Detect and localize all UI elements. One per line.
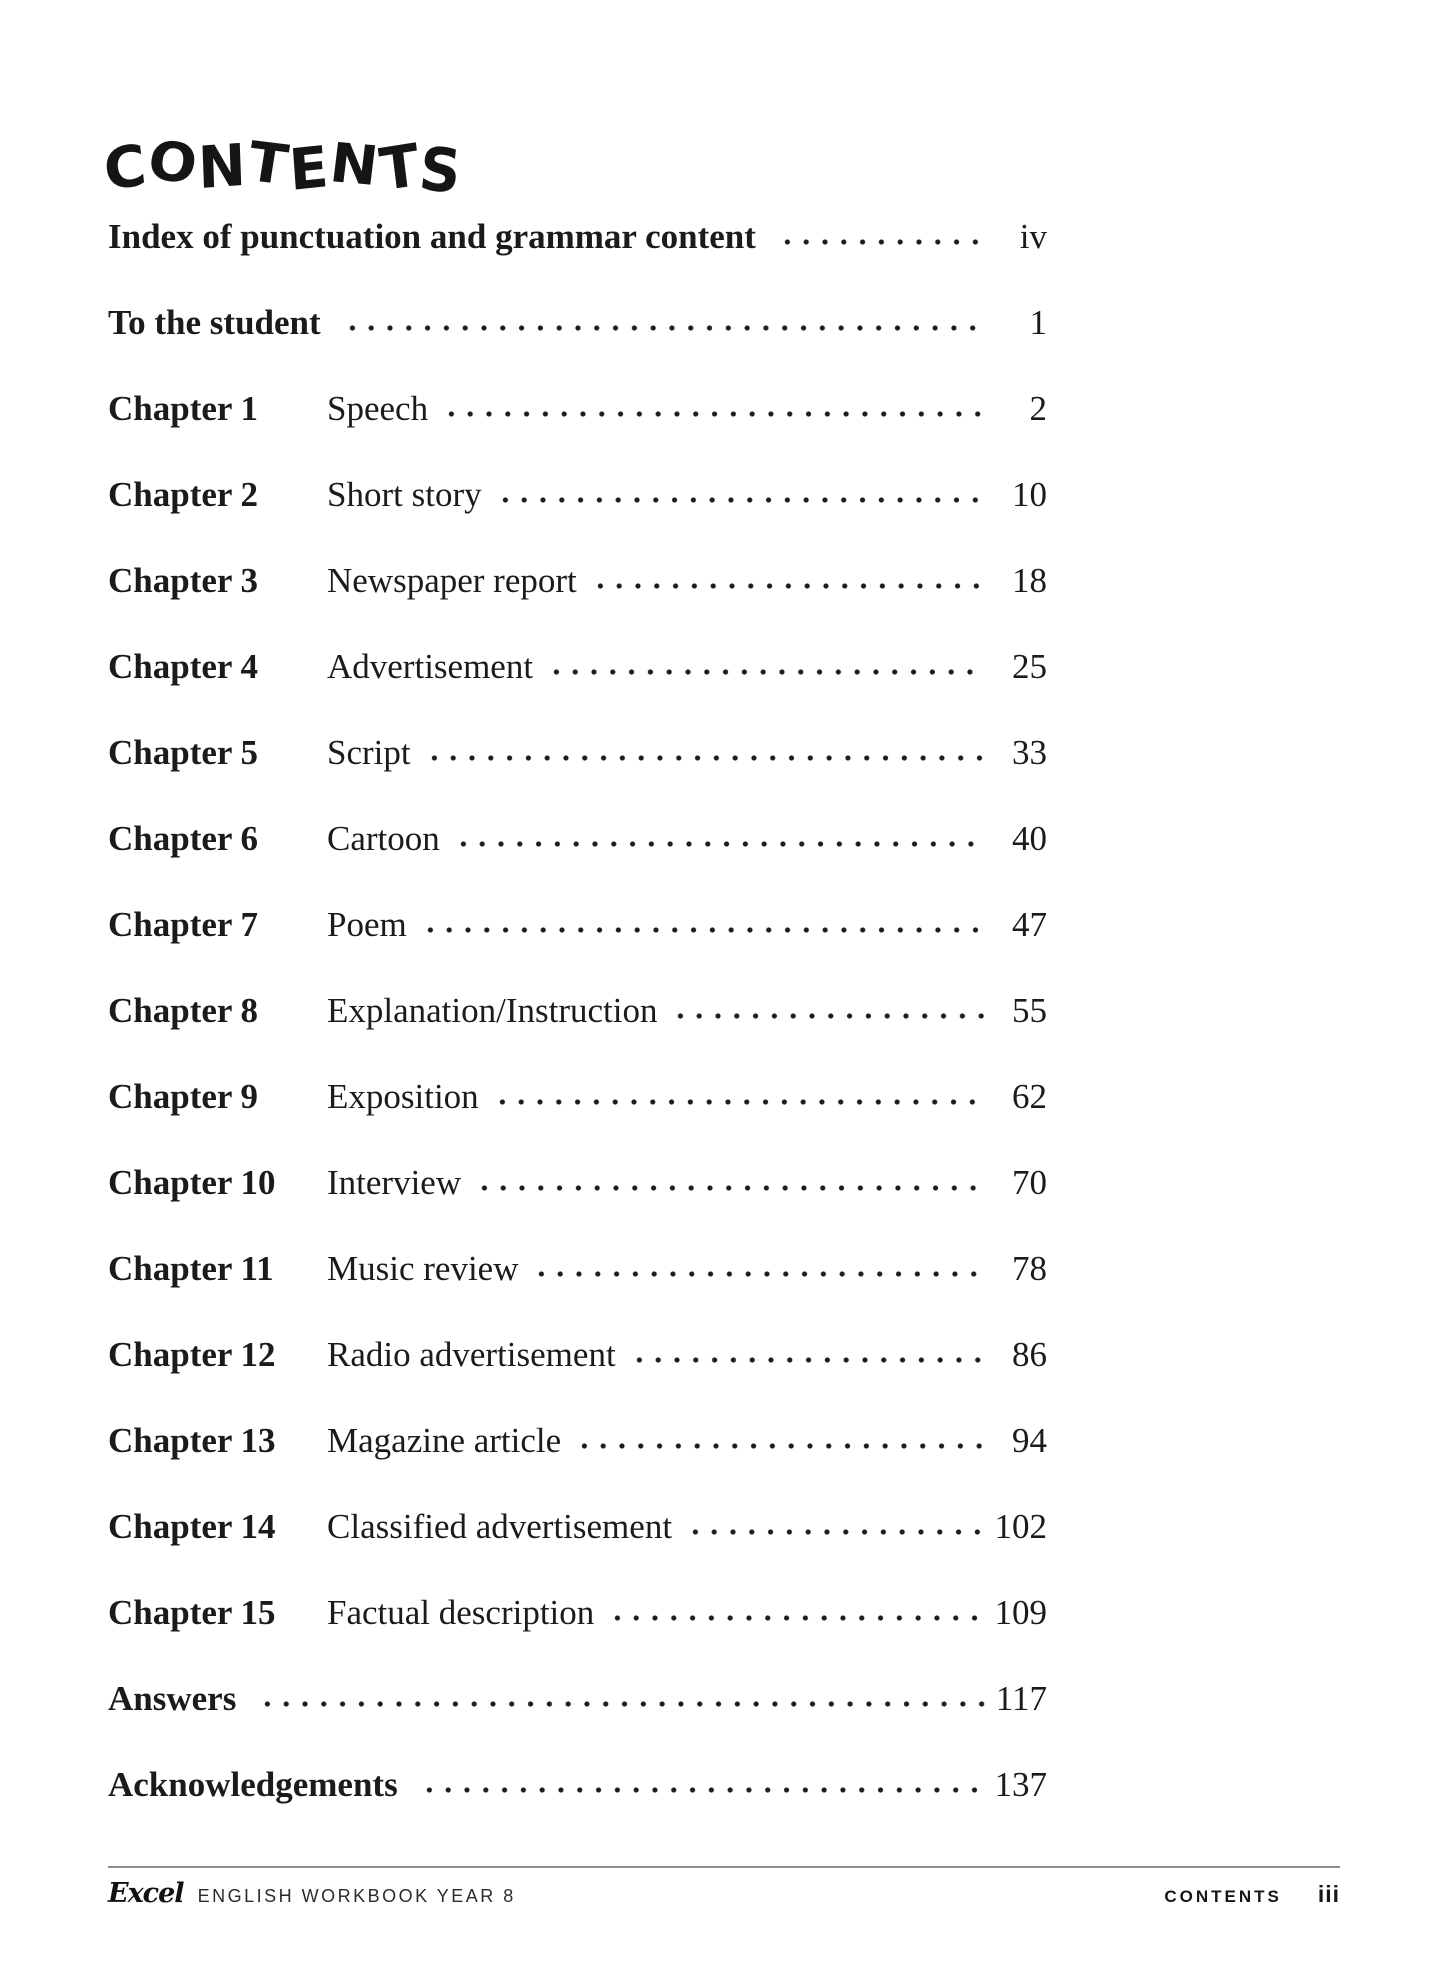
chapter-label: Chapter 5 — [108, 733, 259, 772]
chapter-title: Advertisement — [327, 647, 534, 686]
chapter-title: Classified advertisement — [327, 1507, 673, 1546]
chapter-title: Short story — [327, 475, 482, 514]
footer-series-title: ENGLISH WORKBOOK YEAR 8 — [197, 1886, 516, 1906]
page-number: 94 — [1012, 1421, 1047, 1460]
back-matter-label: Acknowledgements — [108, 1765, 398, 1804]
front-matter-label: Index of punctuation and grammar content — [108, 217, 756, 256]
footer-right-group — [1164, 1881, 1340, 1908]
toc-row-chapter-15 — [108, 1589, 1047, 1675]
chapter-label: Chapter 12 — [108, 1335, 276, 1374]
front-matter-label: To the student — [108, 303, 321, 342]
page-number: 70 — [1012, 1163, 1047, 1202]
chapter-label: Chapter 4 — [108, 647, 259, 686]
footer-page-number: iii — [1317, 1881, 1340, 1907]
toc-row-chapter-12 — [108, 1331, 1047, 1417]
toc-row-chapter-14 — [108, 1503, 1047, 1589]
page-number: 47 — [1012, 905, 1047, 944]
toc-row-index — [108, 213, 1047, 299]
page-number: 137 — [994, 1765, 1047, 1804]
toc-row-chapter-4 — [108, 643, 1047, 729]
dot-leader — [682, 1503, 985, 1538]
dot-leader — [421, 729, 985, 764]
dot-leader — [626, 1331, 985, 1366]
chapter-title: Radio advertisement — [327, 1335, 616, 1374]
page-number: iv — [1019, 217, 1047, 256]
page-number: 18 — [1012, 561, 1047, 600]
page-number: 102 — [994, 1507, 1047, 1546]
dot-leader — [528, 1245, 985, 1280]
dot-leader — [587, 557, 985, 592]
dot-leader — [438, 385, 985, 420]
dot-leader — [471, 1159, 985, 1194]
chapter-title: Exposition — [327, 1077, 479, 1116]
chapter-title: Magazine article — [327, 1421, 562, 1460]
dot-leader — [254, 1675, 985, 1710]
toc-row-chapter-2 — [108, 471, 1047, 557]
chapter-title: Newspaper report — [327, 561, 577, 600]
dot-leader — [417, 901, 985, 936]
page-number: 86 — [1012, 1335, 1047, 1374]
toc-row-chapter-8 — [108, 987, 1047, 1073]
toc-row-answers — [108, 1675, 1047, 1761]
page-number: 1 — [1029, 303, 1047, 342]
toc-row-chapter-13 — [108, 1417, 1047, 1503]
page-title: CONTENTS — [100, 129, 467, 208]
chapter-label: Chapter 11 — [108, 1249, 274, 1288]
chapter-label: Chapter 15 — [108, 1593, 276, 1632]
chapter-label: Chapter 1 — [108, 389, 259, 428]
chapter-title: Script — [327, 733, 411, 772]
chapter-label: Chapter 13 — [108, 1421, 276, 1460]
chapter-label: Chapter 3 — [108, 561, 259, 600]
chapter-label: Chapter 7 — [108, 905, 259, 944]
chapter-title: Interview — [327, 1163, 462, 1202]
dot-leader — [492, 471, 985, 506]
dot-leader — [774, 213, 985, 248]
toc-row-to-the-student — [108, 299, 1047, 385]
toc-row-chapter-5 — [108, 729, 1047, 815]
toc-row-chapter-1 — [108, 385, 1047, 471]
toc-row-chapter-9 — [108, 1073, 1047, 1159]
page-number: 117 — [995, 1679, 1047, 1718]
chapter-title: Cartoon — [327, 819, 440, 858]
chapter-label: Chapter 14 — [108, 1507, 276, 1546]
dot-leader — [604, 1589, 985, 1624]
chapter-title: Explanation/Instruction — [327, 991, 658, 1030]
dot-leader — [489, 1073, 985, 1108]
chapter-label: Chapter 6 — [108, 819, 259, 858]
chapter-title: Speech — [327, 389, 429, 428]
chapter-title: Poem — [327, 905, 407, 944]
chapter-label: Chapter 8 — [108, 991, 259, 1030]
chapter-label: Chapter 2 — [108, 475, 259, 514]
page-number: 40 — [1012, 819, 1047, 858]
toc-row-chapter-6 — [108, 815, 1047, 901]
toc-row-chapter-7 — [108, 901, 1047, 987]
chapter-label: Chapter 9 — [108, 1077, 259, 1116]
dot-leader — [416, 1761, 985, 1796]
toc-row-chapter-10 — [108, 1159, 1047, 1245]
excel-brand-logo: Excel — [108, 1878, 184, 1909]
dot-leader — [571, 1417, 985, 1452]
footer-section-label: CONTENTS — [1164, 1887, 1282, 1906]
dot-leader — [450, 815, 985, 850]
dot-leader — [667, 987, 985, 1022]
page-number: 62 — [1012, 1077, 1047, 1116]
page-number: 78 — [1012, 1249, 1047, 1288]
toc-row-chapter-11 — [108, 1245, 1047, 1331]
page-footer — [108, 1866, 1340, 1909]
chapter-title: Music review — [327, 1249, 519, 1288]
dot-leader — [543, 643, 985, 678]
page-number: 10 — [1012, 475, 1047, 514]
table-of-contents — [108, 213, 1047, 1847]
toc-row-acknowledgements — [108, 1761, 1047, 1847]
page-number: 2 — [1029, 389, 1047, 428]
chapter-label: Chapter 10 — [108, 1163, 276, 1202]
page-number: 109 — [994, 1593, 1047, 1632]
page-number: 55 — [1012, 991, 1047, 1030]
page-number: 33 — [1012, 733, 1047, 772]
back-matter-label: Answers — [108, 1679, 237, 1718]
chapter-title: Factual description — [327, 1593, 595, 1632]
toc-row-chapter-3 — [108, 557, 1047, 643]
page-number: 25 — [1012, 647, 1047, 686]
dot-leader — [339, 299, 985, 334]
